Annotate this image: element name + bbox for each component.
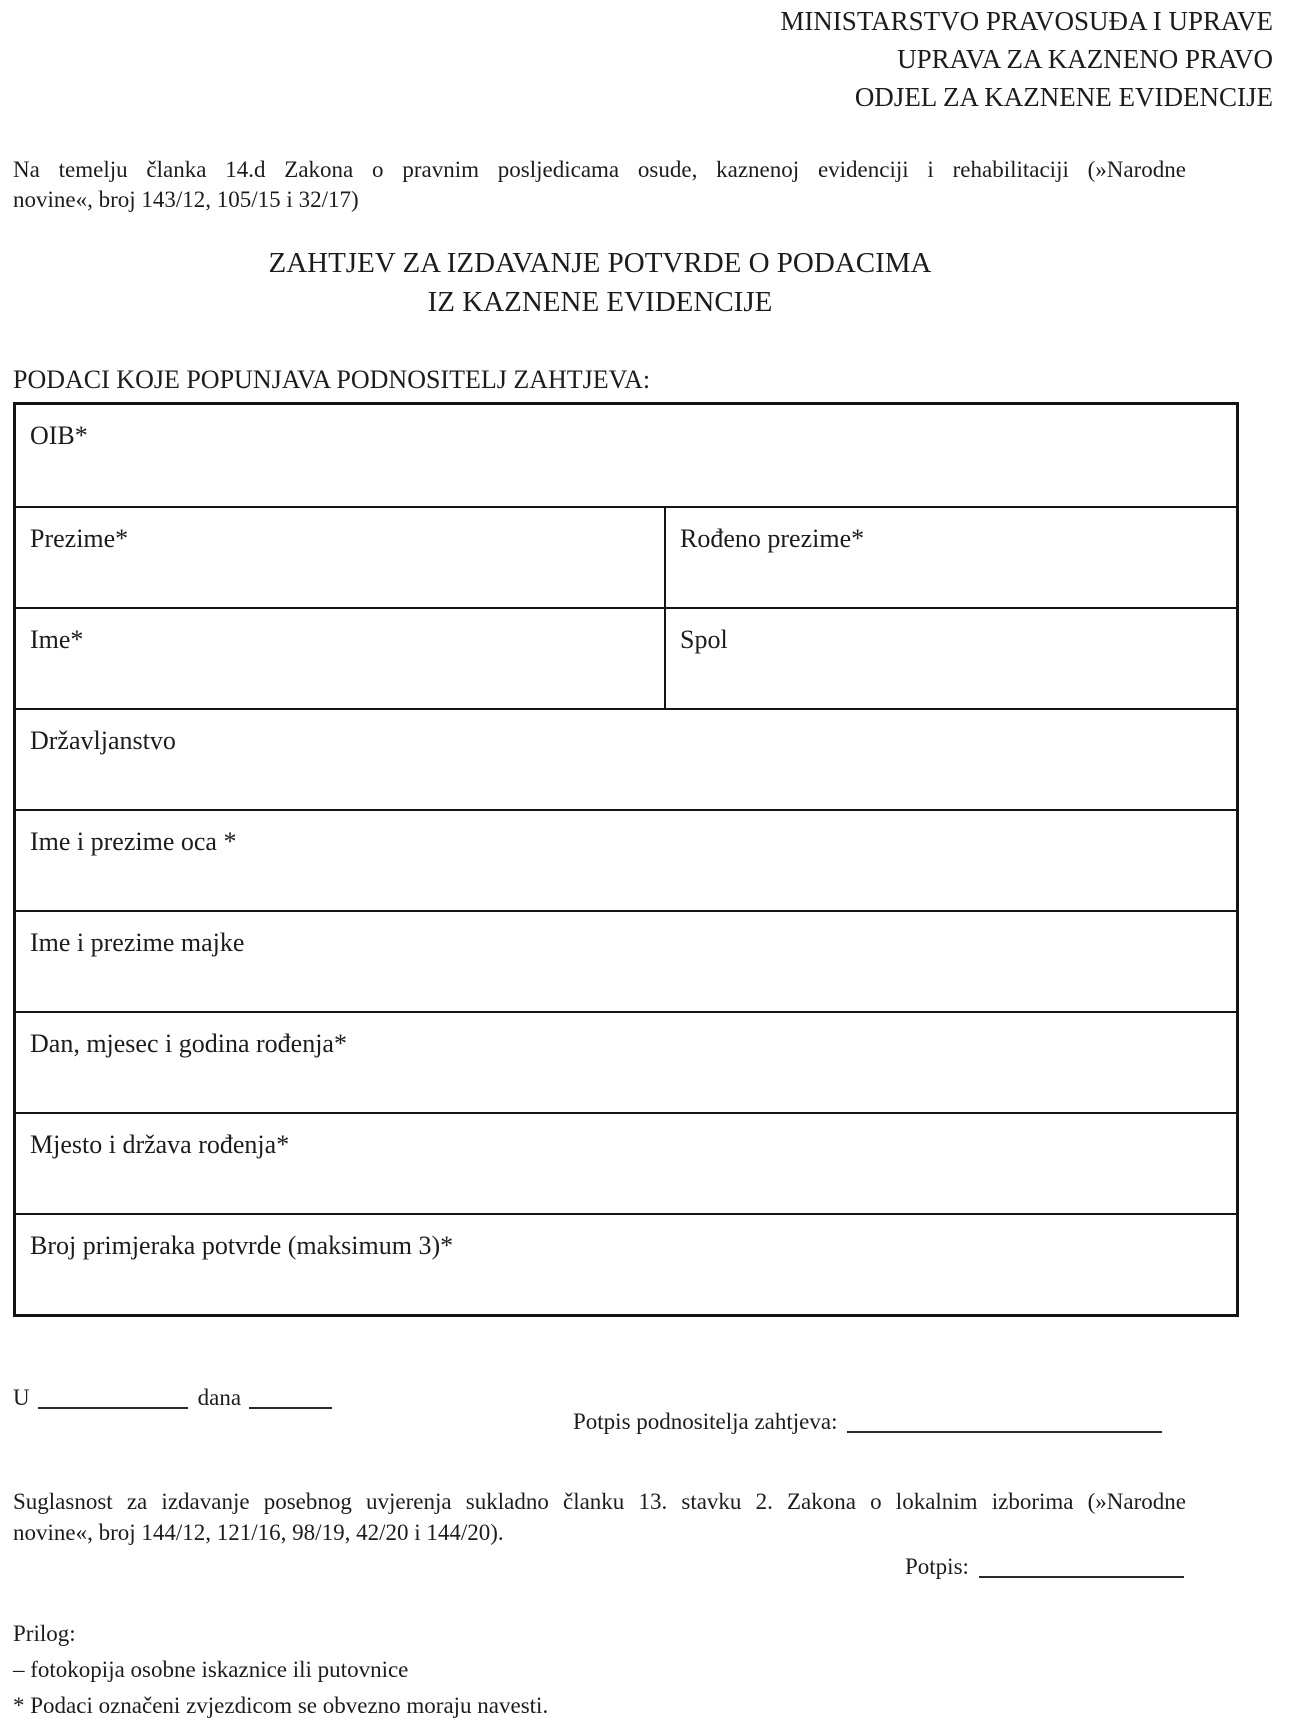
table-row [16, 1213, 1236, 1314]
ministry-header-line2: UPRAVA ZA KAZNENO PRAVO [897, 44, 1273, 74]
field-first-name[interactable] [16, 609, 666, 708]
field-birth-surname-label: Rođeno prezime* [680, 524, 865, 553]
field-copies-count[interactable] [16, 1215, 1236, 1314]
consent-signature-line [905, 1552, 1184, 1582]
table-row [16, 708, 1236, 809]
mandatory-fields-note: * Podaci označeni zvjezdicom se obvezno moraju navesti. [13, 1693, 549, 1718]
applicant-signature-line [573, 1407, 1162, 1437]
table-row [16, 809, 1236, 910]
attachment-heading: Prilog: [13, 1621, 76, 1646]
field-copies-count-label: Broj primjeraka potvrde (maksimum 3)* [30, 1231, 454, 1260]
legal-basis-line2: novine«, broj 143/12, 105/15 i 32/17) [13, 187, 359, 212]
document-title-line2: IZ KAZNENE EVIDENCIJE [427, 286, 773, 318]
document-title-line1: ZAHTJEV ZA IZDAVANJE POTVRDE O PODACIMA [268, 247, 932, 279]
table-row [16, 506, 1236, 607]
field-surname[interactable] [16, 508, 666, 607]
field-surname-label: Prezime* [30, 524, 129, 553]
ministry-header-line1: MINISTARSTVO PRAVOSUĐA I UPRAVE [780, 6, 1273, 36]
table-row [16, 1112, 1236, 1213]
consent-paragraph [13, 1486, 1186, 1548]
field-father-name-label: Ime i prezime oca * [30, 827, 237, 856]
date-label: dana [197, 1385, 242, 1410]
field-oib[interactable] [16, 405, 1236, 506]
place-date-line [13, 1383, 332, 1413]
field-sex[interactable] [666, 609, 1236, 708]
applicant-data-table [13, 402, 1239, 1317]
table-row [16, 607, 1236, 708]
table-row [16, 405, 1236, 506]
field-birth-surname[interactable] [666, 508, 1236, 607]
table-row [16, 1011, 1236, 1112]
applicant-signature-blank-line[interactable] [847, 1413, 1162, 1433]
consent-signature-blank-line[interactable] [979, 1558, 1184, 1578]
legal-basis-paragraph [13, 155, 1186, 215]
field-mother-name-label: Ime i prezime majke [30, 928, 245, 957]
field-sex-label: Spol [680, 625, 728, 654]
field-birth-place-label: Mjesto i država rođenja* [30, 1130, 290, 1159]
table-row [16, 910, 1236, 1011]
ministry-header-line3: ODJEL ZA KAZNENE EVIDENCIJE [854, 82, 1273, 112]
field-birth-place[interactable] [16, 1114, 1236, 1213]
document-title [13, 244, 1187, 322]
attachment-item: – fotokopija osobne iskaznice ili putovnice [13, 1657, 409, 1682]
field-citizenship-label: Državljanstvo [30, 726, 176, 755]
field-birth-date[interactable] [16, 1013, 1236, 1112]
applicant-data-section-label: PODACI KOJE POPUNJAVA PODNOSITELJ ZAHTJEVA: [13, 365, 651, 394]
applicant-signature-label: Potpis podnositelja zahtjeva: [573, 1409, 838, 1434]
field-first-name-label: Ime* [30, 625, 84, 654]
consent-line2: novine«, broj 144/12, 121/16, 98/19, 42/20 i 144/20). [13, 1520, 504, 1545]
place-blank-line[interactable] [38, 1389, 188, 1409]
place-prefix-label: U [13, 1385, 30, 1410]
date-blank-line[interactable] [249, 1389, 332, 1409]
field-father-name[interactable] [16, 811, 1236, 910]
footer-notes [13, 1622, 548, 1726]
consent-signature-label: Potpis: [905, 1554, 969, 1579]
field-mother-name[interactable] [16, 912, 1236, 1011]
field-oib-label: OIB* [30, 421, 88, 450]
field-citizenship[interactable] [16, 710, 1236, 809]
consent-line1: Suglasnost za izdavanje posebnog uvjerenja sukladno članku 13. stavku 2. Zakona o lokalnim izborima (»Narodne [13, 1489, 1186, 1514]
ministry-header [780, 2, 1273, 116]
legal-basis-line1: Na temelju članka 14.d Zakona o pravnim posljedicama osude, kaznenoj evidenciji i rehabilitaciji (»Narodne [13, 157, 1186, 182]
field-birth-date-label: Dan, mjesec i godina rođenja* [30, 1029, 347, 1058]
